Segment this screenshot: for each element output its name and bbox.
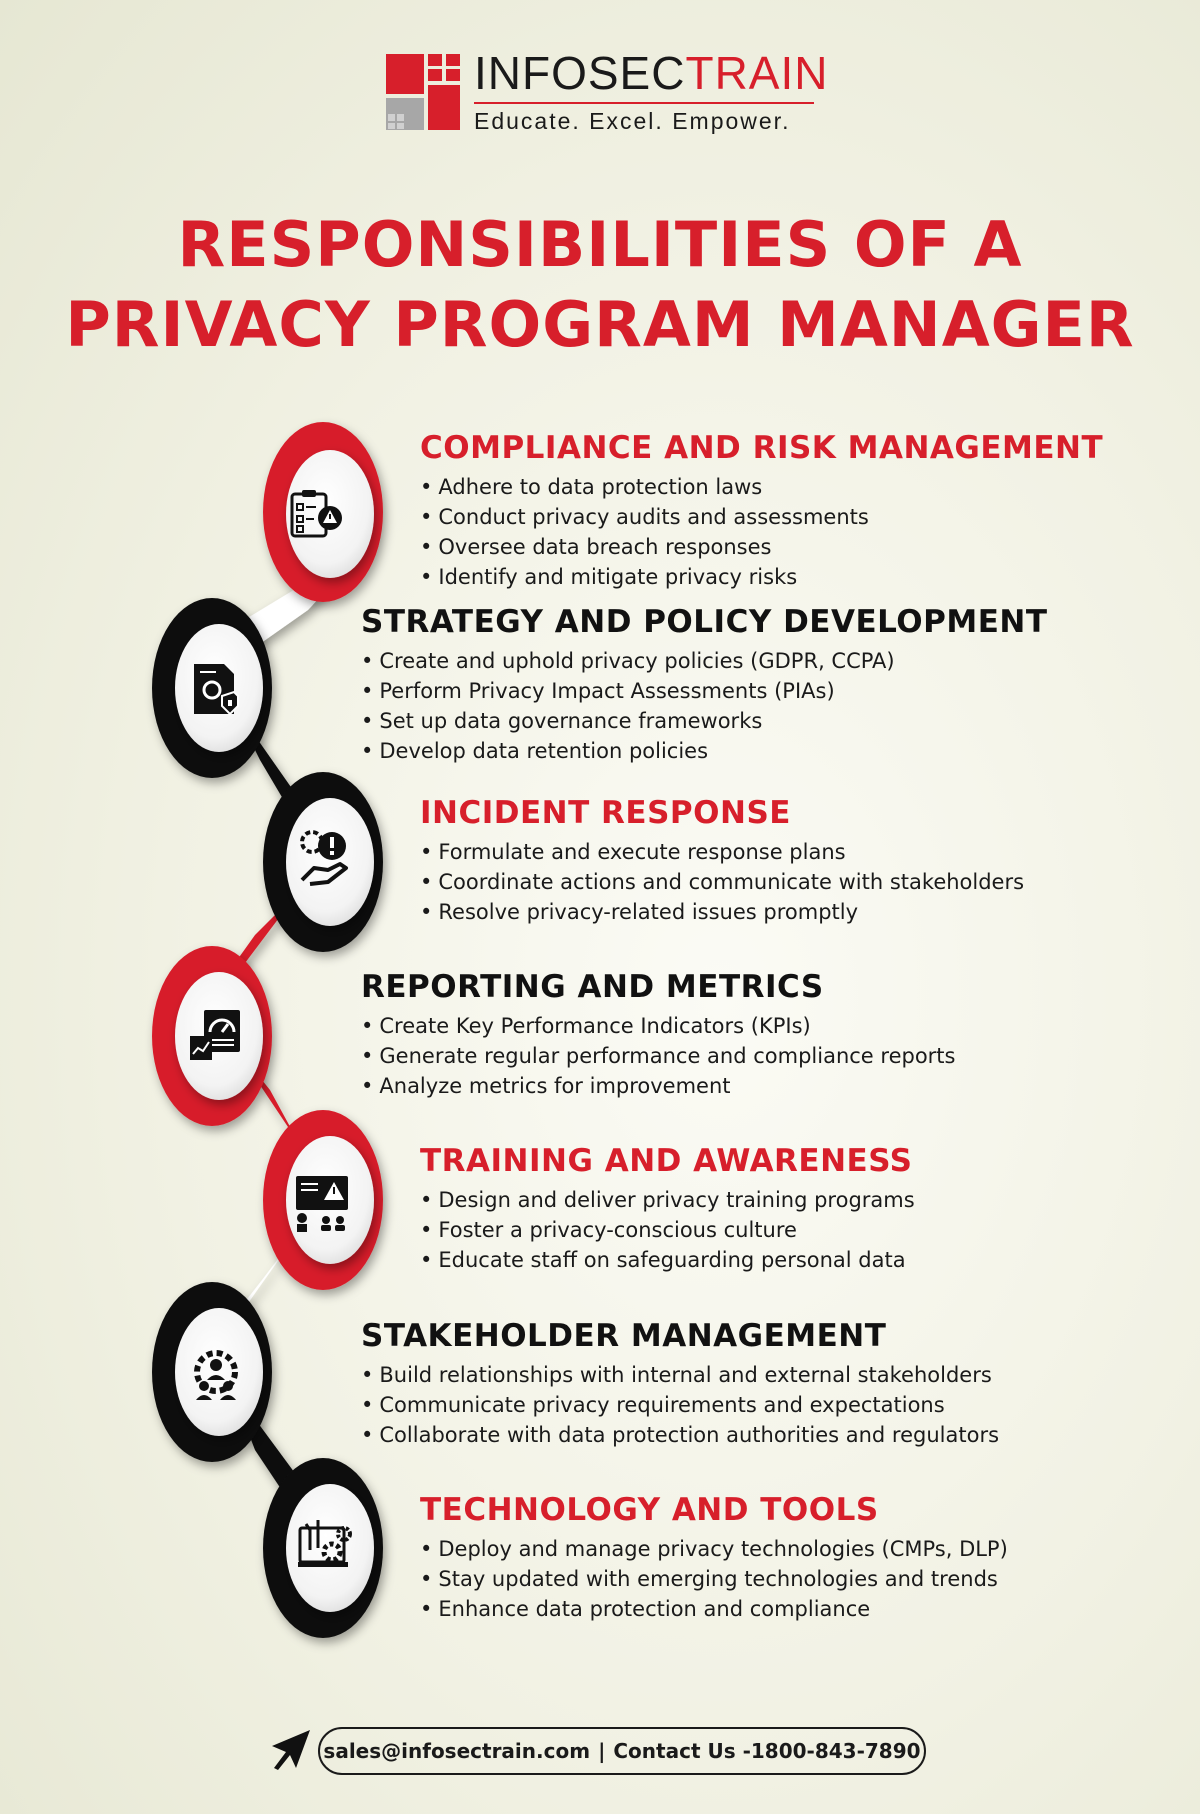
list-item: • Build relationships with internal and external stakeholders xyxy=(361,1360,999,1390)
list-item: • Perform Privacy Impact Assessments (PIAs) xyxy=(361,676,1047,706)
section-strategy-policy xyxy=(361,602,1047,766)
list-item: • Collaborate with data protection authorities and regulators xyxy=(361,1420,999,1450)
section-stakeholder-management xyxy=(361,1316,999,1450)
policy-document-icon xyxy=(194,664,238,714)
section-heading: TECHNOLOGY AND TOOLS xyxy=(420,1492,879,1528)
chain-link-3 xyxy=(263,772,383,952)
contact-phone[interactable]: Contact Us -1800-843-7890 xyxy=(613,1739,921,1763)
list-item: • Oversee data breach responses xyxy=(420,532,1103,562)
chain-link-6 xyxy=(152,1282,272,1462)
list-item: • Enhance data protection and compliance xyxy=(420,1594,1008,1624)
contact-email[interactable]: sales@infosectrain.com xyxy=(323,1739,591,1763)
list-item: • Identify and mitigate privacy risks xyxy=(420,562,1103,592)
section-heading: TRAINING AND AWARENESS xyxy=(420,1143,913,1179)
section-heading: COMPLIANCE AND RISK MANAGEMENT xyxy=(420,430,1104,466)
section-training-awareness xyxy=(420,1141,915,1275)
list-item: • Adhere to data protection laws xyxy=(420,472,1103,502)
brand-tagline: Educate. Excel. Empower. xyxy=(474,108,791,134)
section-list xyxy=(361,1011,956,1101)
list-item: • Educate staff on safeguarding personal data xyxy=(420,1245,915,1275)
page-title-line2: PRIVACY PROGRAM MANAGER xyxy=(65,288,1135,361)
list-item: • Analyze metrics for improvement xyxy=(361,1071,956,1101)
contact-separator: | xyxy=(598,1739,606,1763)
list-item: • Resolve privacy-related issues promptly xyxy=(420,897,1024,927)
section-list xyxy=(420,1185,915,1275)
list-item: • Coordinate actions and communicate with stakeholders xyxy=(420,867,1024,897)
section-technology-tools xyxy=(420,1490,1008,1624)
section-heading: INCIDENT RESPONSE xyxy=(420,795,791,831)
list-item: • Set up data governance frameworks xyxy=(361,706,1047,736)
list-item: • Design and deliver privacy training programs xyxy=(420,1185,915,1215)
section-list xyxy=(361,646,1047,766)
list-item: • Create Key Performance Indicators (KPIs) xyxy=(361,1011,956,1041)
section-compliance-risk xyxy=(420,428,1103,592)
section-heading: STRATEGY AND POLICY DEVELOPMENT xyxy=(361,604,1048,640)
page-title-line1: RESPONSIBILITIES OF A xyxy=(177,208,1023,281)
list-item: • Create and uphold privacy policies (GDPR, CCPA) xyxy=(361,646,1047,676)
section-incident-response xyxy=(420,793,1024,927)
list-item: • Formulate and execute response plans xyxy=(420,837,1024,867)
section-list xyxy=(420,837,1024,927)
list-item: • Stay updated with emerging technologies and trends xyxy=(420,1564,1008,1594)
list-item: • Communicate privacy requirements and expectations xyxy=(361,1390,999,1420)
list-item: • Conduct privacy audits and assessments xyxy=(420,502,1103,532)
brand-name-part1: INFOSEC xyxy=(474,47,686,99)
list-item: • Foster a privacy-conscious culture xyxy=(420,1215,915,1245)
list-item: • Deploy and manage privacy technologies (CMPs, DLP) xyxy=(420,1534,1008,1564)
section-heading: REPORTING AND METRICS xyxy=(361,969,824,1005)
section-heading: STAKEHOLDER MANAGEMENT xyxy=(361,1318,887,1354)
contact-pill[interactable] xyxy=(318,1727,926,1775)
cursor-arrow-icon xyxy=(268,1728,312,1772)
list-item: • Generate regular performance and compliance reports xyxy=(361,1041,956,1071)
brand-name-part2: TRAIN xyxy=(685,47,829,99)
section-list xyxy=(420,1534,1008,1624)
section-list xyxy=(420,472,1103,592)
list-item: • Develop data retention policies xyxy=(361,736,1047,766)
section-reporting-metrics xyxy=(361,967,956,1101)
section-list xyxy=(361,1360,999,1450)
